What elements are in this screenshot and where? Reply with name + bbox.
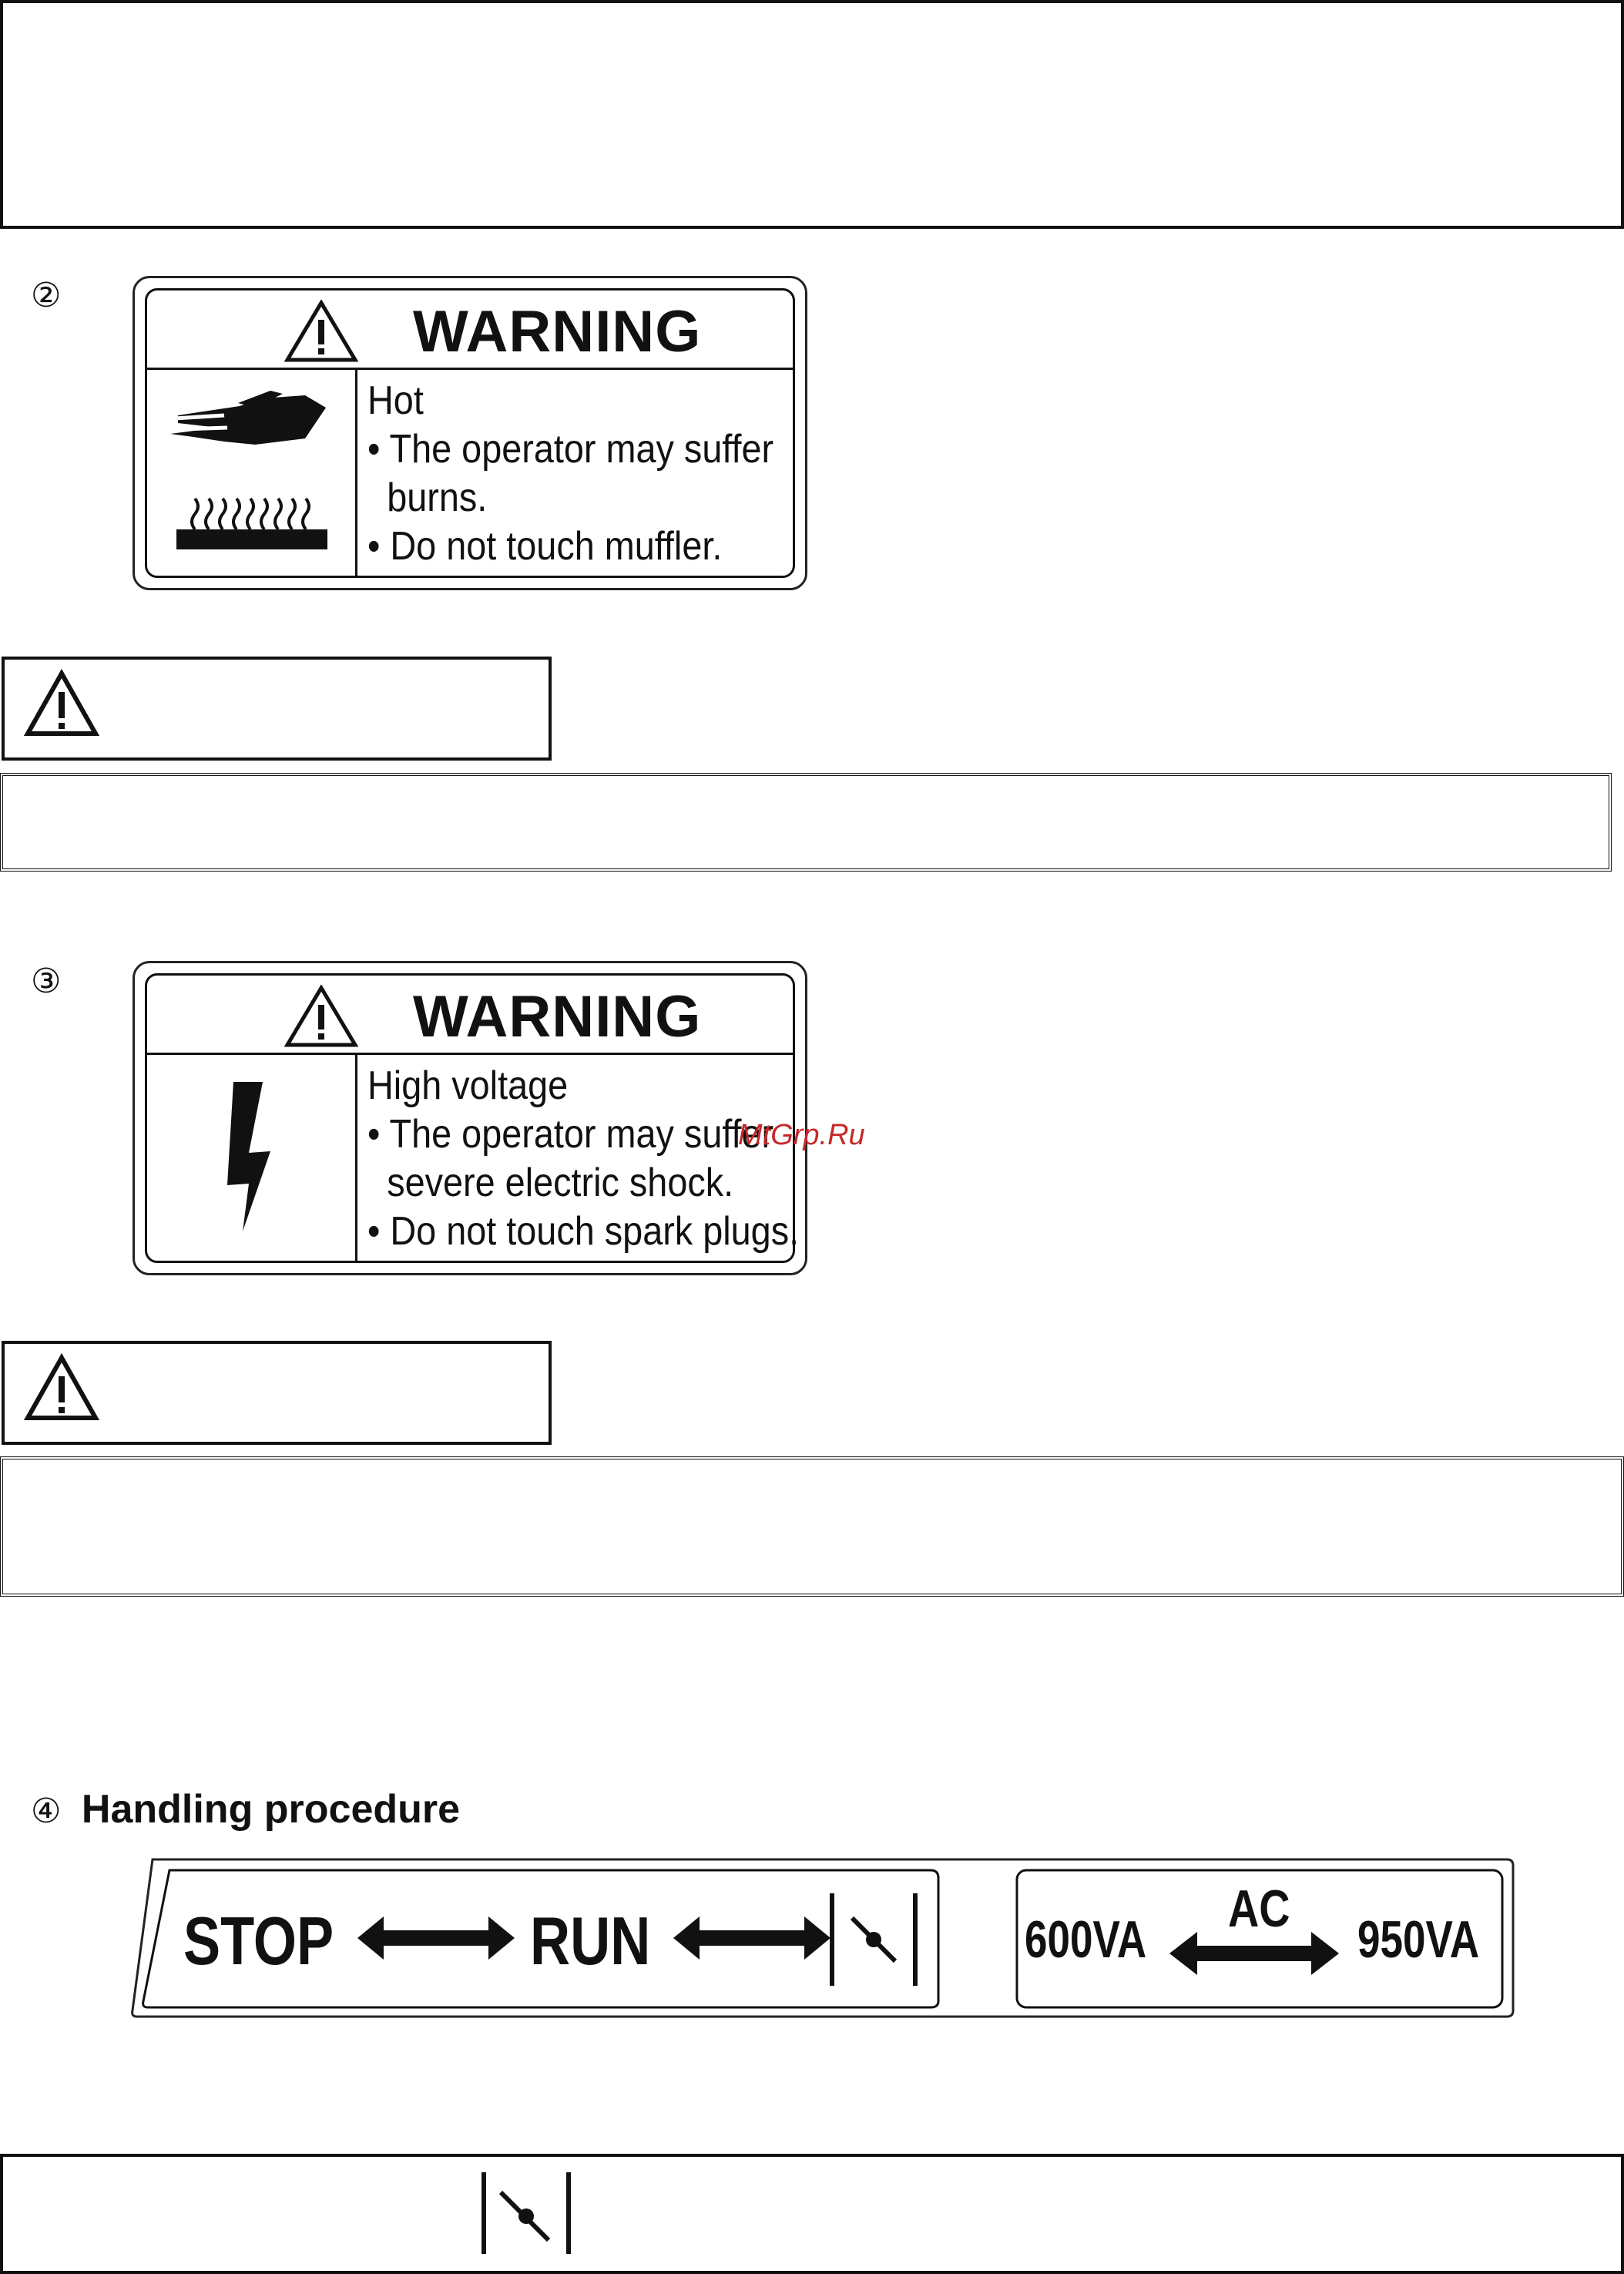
handling-title: Handling procedure — [81, 1787, 461, 1832]
warning-triangle-icon — [23, 1353, 100, 1423]
handling-label-frame — [129, 1853, 1516, 2023]
label-line: • The operator may suffer — [367, 1112, 774, 1157]
label-header — [147, 976, 793, 1055]
choke-symbol-icon — [475, 2168, 582, 2260]
section-number: ② — [31, 276, 62, 315]
warning-triangle-icon — [284, 300, 358, 363]
watermark: MtGrp.Ru — [738, 1119, 865, 1151]
label-line: • The operator may suffer — [367, 427, 774, 472]
label-header — [147, 291, 793, 370]
section-number: ③ — [31, 962, 62, 1001]
run-position-label: RUN — [530, 1903, 651, 1979]
label-heading: WARNING — [413, 984, 702, 1050]
label-line: burns. — [387, 475, 488, 520]
label-line: • Do not touch spark plugs. — [367, 1209, 800, 1254]
label-line: • Do not touch muffler. — [367, 524, 723, 569]
label-text — [367, 377, 774, 571]
bottom-text-box — [0, 2154, 1624, 2274]
label-text — [367, 1062, 800, 1256]
stop-position-label: STOP — [183, 1903, 334, 1979]
caution-header-box — [2, 657, 552, 761]
hazard-title: High voltage — [367, 1063, 569, 1108]
label-heading: WARNING — [413, 299, 702, 364]
hazard-title: Hot — [367, 378, 424, 423]
warning-label-high-voltage — [133, 961, 807, 1275]
caution-header-box — [2, 1341, 552, 1445]
warning-triangle-icon — [284, 985, 358, 1048]
warning-label-hot — [133, 276, 807, 590]
top-text-box — [0, 0, 1624, 229]
warning-triangle-icon — [23, 669, 100, 738]
label-line: severe electric shock. — [387, 1161, 734, 1205]
caution-text-box — [0, 773, 1612, 872]
section-number: ④ — [31, 1792, 62, 1831]
ac-high-output-label: 950VA — [1357, 1910, 1480, 1969]
lightning-bolt-icon — [147, 1053, 357, 1261]
ac-label: AC — [1228, 1879, 1290, 1938]
hot-surface-hand-icon — [147, 368, 357, 576]
caution-text-box — [0, 1456, 1624, 1597]
handling-heading — [31, 1786, 460, 1832]
ac-low-output-label: 600VA — [1025, 1910, 1147, 1969]
